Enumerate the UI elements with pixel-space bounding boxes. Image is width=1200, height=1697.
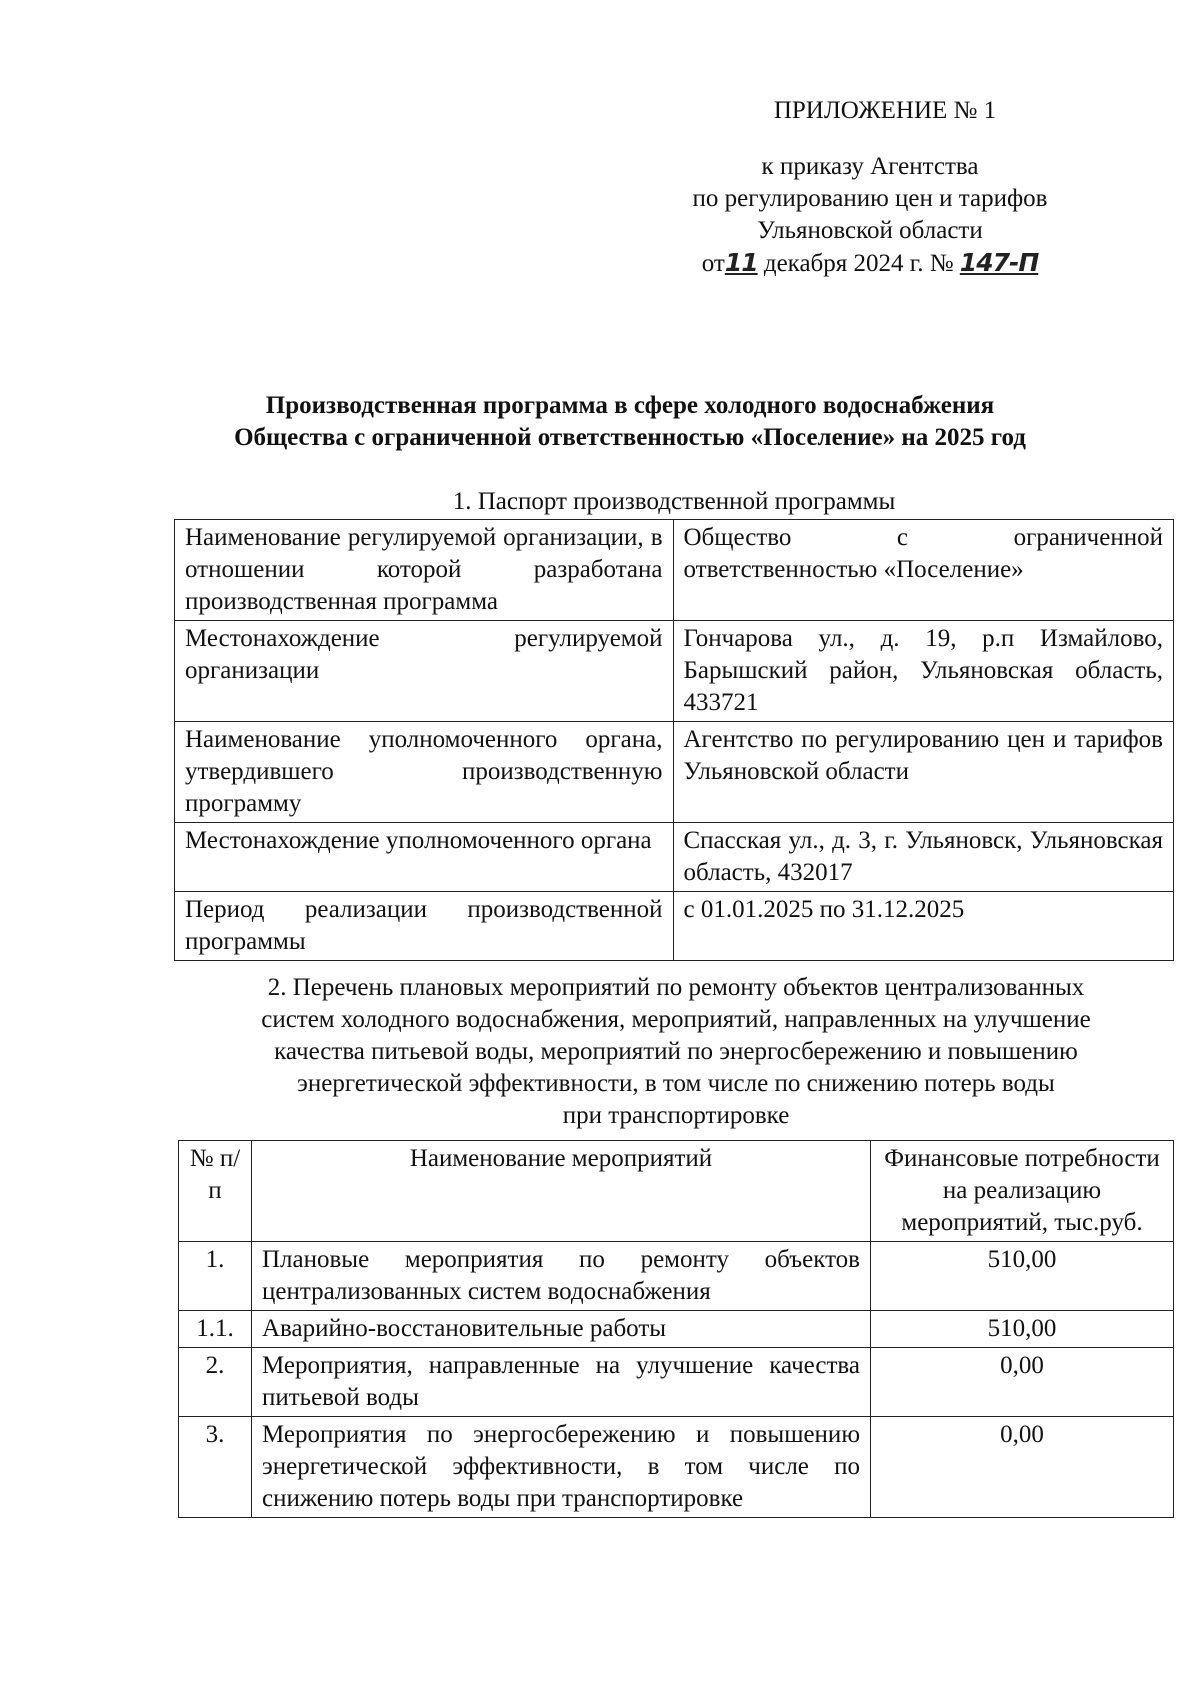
row-number: 2.: [179, 1348, 252, 1417]
column-header-money: Финансовые потребности на реализацию мероприятий, тыс.руб.: [871, 1141, 1174, 1242]
passport-value: с 01.01.2025 по 31.12.2025: [673, 892, 1174, 961]
document-title: [170, 390, 1090, 454]
table-row: [179, 1417, 1174, 1518]
date-day-handwritten: 11: [724, 248, 758, 277]
date-prefix: от: [701, 250, 725, 277]
table-row: [175, 621, 1174, 722]
section-2-heading-line: систем холодного водоснабжения, мероприятий, направленных на улучшение: [261, 1006, 1091, 1033]
date-rest: декабря 2024 г. №: [763, 250, 954, 277]
table-row: [175, 823, 1174, 892]
measure-name: Мероприятия, направленные на улучшение качества питьевой воды: [252, 1348, 871, 1417]
passport-label: Местонахождение регулируемой организации: [175, 621, 674, 722]
appendix-line-1: к приказу Агентства: [761, 153, 979, 180]
measure-cost: 510,00: [871, 1242, 1174, 1311]
section-2-heading-line: энергетической эффективности, в том числе по снижению потерь воды: [297, 1070, 1055, 1097]
measures-table: [178, 1140, 1174, 1518]
table-row: [175, 520, 1174, 621]
appendix-title: ПРИЛОЖЕНИЕ № 1: [773, 97, 997, 124]
section-2-heading-line: 2. Перечень плановых мероприятий по ремонту объектов централизованных: [267, 974, 1085, 1001]
row-number: 1.: [179, 1242, 252, 1311]
table-row: [179, 1348, 1174, 1417]
measure-name: Мероприятия по энергосбережению и повышению энергетической эффективности, в том числе по снижению потерь воды при транспортировке: [252, 1417, 871, 1518]
row-number: 3.: [179, 1417, 252, 1518]
table-header-row: [179, 1141, 1174, 1242]
passport-table: [174, 519, 1174, 961]
passport-label: Период реализации производственной программы: [175, 892, 674, 961]
passport-label: Наименование регулируемой организации, в отношении которой разработана производственная программа: [175, 520, 674, 621]
passport-value: Общество с ограниченной ответственностью «Поселение»: [673, 520, 1174, 621]
table-row: [175, 722, 1174, 823]
document-title-line-2: Общества с ограниченной ответственностью «Поселение» на 2025 год: [234, 424, 1026, 451]
measure-cost: 0,00: [871, 1417, 1174, 1518]
passport-label: Местонахождение уполномоченного органа: [175, 823, 674, 892]
table-row: [179, 1242, 1174, 1311]
appendix-line-3: Ульяновской области: [757, 217, 983, 244]
table-row: [179, 1311, 1174, 1348]
measure-cost: 510,00: [871, 1311, 1174, 1348]
document-title-line-1: Производственная программа в сфере холодного водоснабжения: [265, 392, 995, 419]
passport-value: Агентство по регулированию цен и тарифов Ульяновской области: [673, 722, 1174, 823]
passport-label: Наименование уполномоченного органа, утвердившего производственную программу: [175, 722, 674, 823]
appendix-date-line: [660, 247, 1080, 280]
column-header-num: № п/п: [179, 1141, 252, 1242]
order-number-handwritten: 147-П: [959, 248, 1039, 277]
section-2-heading: [178, 972, 1174, 1132]
appendix-block: [660, 95, 1080, 280]
column-header-name: Наименование мероприятий: [252, 1141, 871, 1242]
table-row: [175, 892, 1174, 961]
passport-value: Спасская ул., д. 3, г. Ульяновск, Ульяновская область, 432017: [673, 823, 1174, 892]
section-2-heading-line: качества питьевой воды, мероприятий по энергосбережению и повышению: [274, 1038, 1078, 1065]
section-2-heading-line: при транспортировке: [562, 1102, 790, 1129]
passport-value: Гончарова ул., д. 19, р.п Измайлово, Барышский район, Ульяновская область, 433721: [673, 621, 1174, 722]
measure-name: Плановые мероприятия по ремонту объектов централизованных систем водоснабжения: [252, 1242, 871, 1311]
row-number: 1.1.: [179, 1311, 252, 1348]
measure-name: Аварийно-восстановительные работы: [252, 1311, 871, 1348]
appendix-line-2: по регулированию цен и тарифов: [692, 185, 1048, 212]
measure-cost: 0,00: [871, 1348, 1174, 1417]
section-1-heading: 1. Паспорт производственной программы: [452, 488, 896, 515]
